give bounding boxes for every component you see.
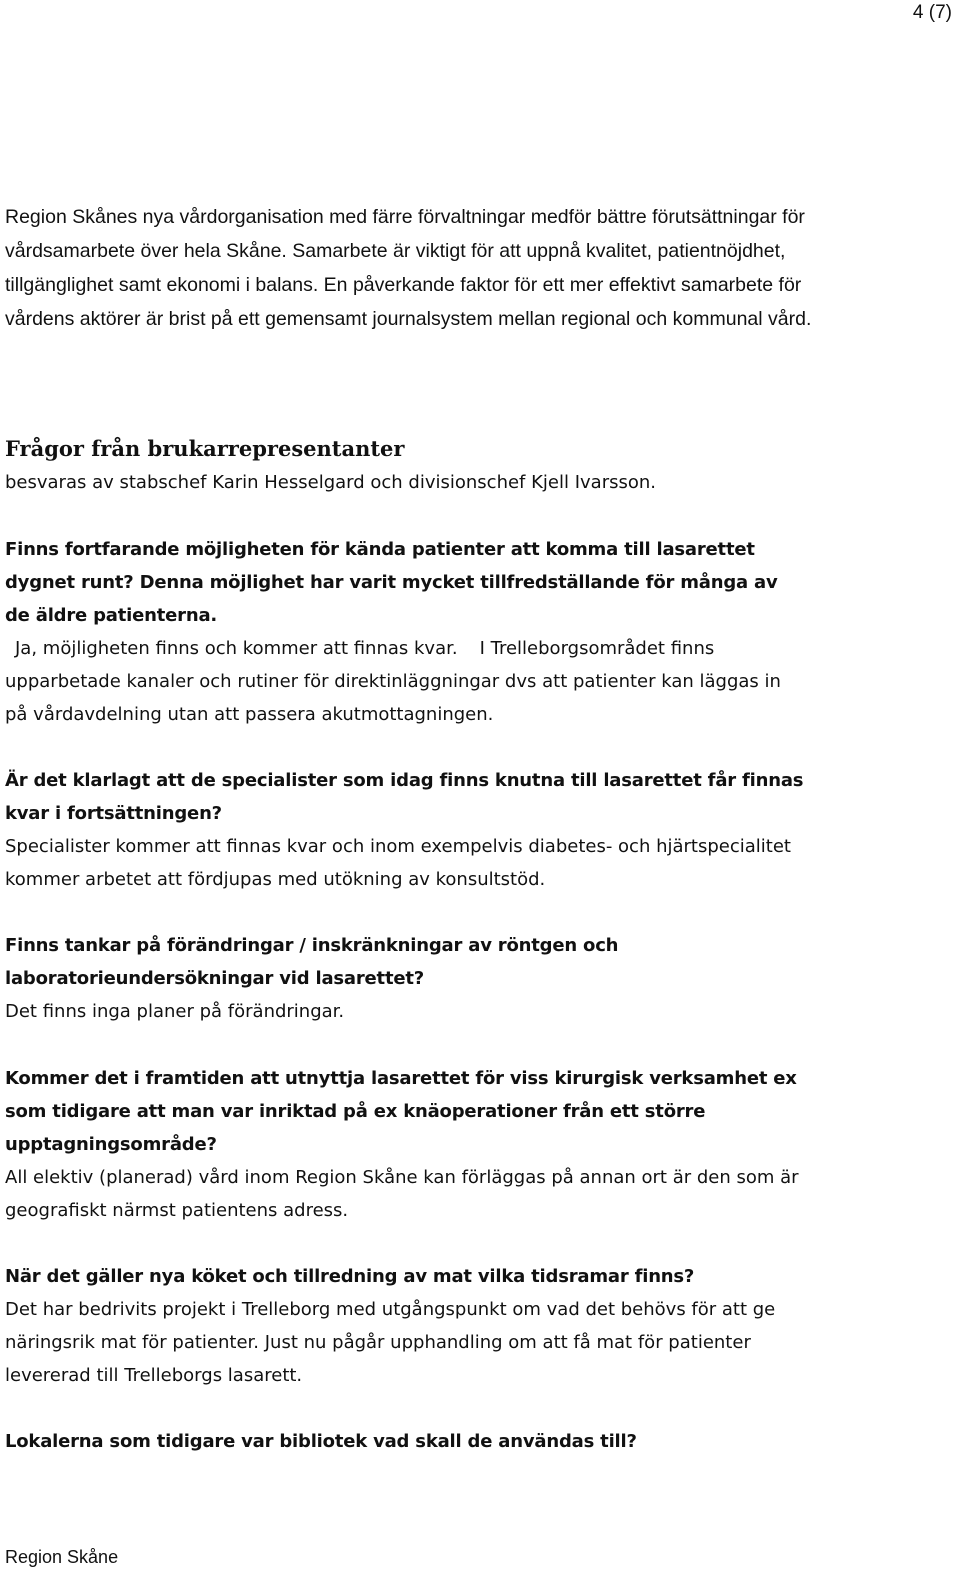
page-number: 4 (7) xyxy=(912,2,952,23)
section-heading: Frågor från brukarrepresentanter xyxy=(5,436,405,461)
answer: All elektiv (planerad) vård inom Region Skåne kan förläggas på annan ort är den som är geografiskt närmst patientens adress. xyxy=(5,1167,799,1221)
qa-item-5 xyxy=(5,1260,805,1392)
section-subheading: besvaras av stabschef Karin Hesselgard och divisionschef Kjell Ivarsson. xyxy=(5,472,657,493)
answer: Specialister kommer att finnas kvar och inom exempelvis diabetes- och hjärtspecialitet kommer arbetet att fördjupas med utökning av konsultstöd. xyxy=(5,836,791,890)
question: Finns fortfarande möjligheten för kända patienter att komma till lasarettet dygnet runt? Denna möjlighet har varit mycket tillfredställande för många av de äldre patienterna. xyxy=(5,539,778,626)
qa-item-1 xyxy=(5,533,805,731)
section-header xyxy=(5,432,905,500)
qa-item-4 xyxy=(5,1062,805,1227)
question: Är det klarlagt att de specialister som idag finns knutna till lasarettet får finnas kvar i fortsättningen? xyxy=(5,770,804,824)
footer-organization: Region Skåne xyxy=(5,1547,119,1567)
qa-item-2 xyxy=(5,764,805,896)
answer: Det finns inga planer på förändringar. xyxy=(5,1001,345,1022)
question: Lokalerna som tidigare var bibliotek vad skall de användas till? xyxy=(5,1431,637,1452)
qa-item-6 xyxy=(5,1425,805,1458)
answer-part-2: I Trelleborgsområdet finns upparbetade kanaler och rutiner för direktinläggningar dvs att patienter kan läggas in på vårdavdelning utan att passera akutmottagningen. xyxy=(5,638,781,725)
answer: Det har bedrivits projekt i Trelleborg med utgångspunkt om vad det behövs för att ge näringsrik mat för patienter. Just nu pågår upphandling om att få mat för patienter levererad till Trelleborgs lasarett. xyxy=(5,1299,776,1386)
intro-paragraph: Region Skånes nya vårdorganisation med färre förvaltningar medför bättre förutsättningar för vårdsamarbete över hela Skåne. Samarbete är viktigt för att uppnå kvalitet, patientnöjdhet, tillgänglighet samt ekonomi i balans. En påverkande faktor för ett mer effektivt samarbete för vårdens aktörer är brist på ett gemensamt journalsystem mellan regional och kommunal vård. xyxy=(5,206,812,330)
question: Kommer det i framtiden att utnyttja lasarettet för viss kirurgisk verksamhet ex som tidigare att man var inriktad på ex knäoperationer från ett större upptagningsområde? xyxy=(5,1068,797,1155)
answer xyxy=(5,632,805,731)
question: När det gäller nya köket och tillredning av mat vilka tidsramar finns? xyxy=(5,1266,695,1287)
question: Finns tankar på förändringar / inskränkningar av röntgen och laboratorieundersökningar vid lasarettet? xyxy=(5,935,619,989)
qa-item-3 xyxy=(5,929,805,1028)
answer-part-1: Ja, möjligheten finns och kommer att finnas kvar. xyxy=(15,638,458,659)
